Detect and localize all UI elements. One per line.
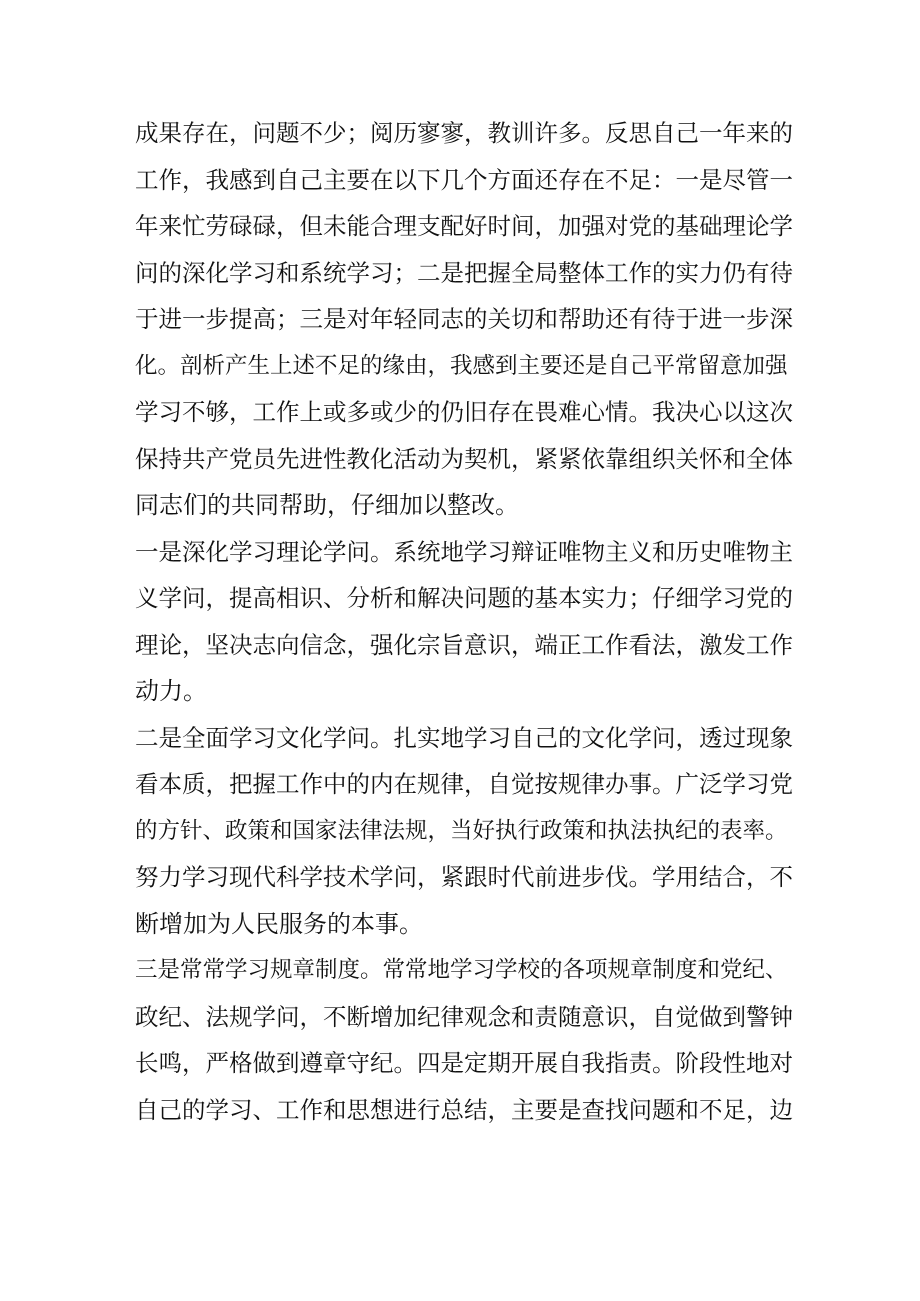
- text-line: 成果存在，问题不少；阅历寥寥，教训许多。反思自己一年来的: [135, 119, 793, 147]
- text-line: 三是常常学习规章制度。常常地学习学校的各项规章制度和党纪、: [135, 957, 788, 983]
- text-line: 化。剖析产生上述不足的缘由，我感到主要还是自己平常留意加强: [135, 352, 788, 379]
- text-line: 年来忙劳碌碌，但未能合理支配好时间，加强对党的基础理论学: [135, 212, 793, 240]
- text-line: 自己的学习、工作和思想进行总结，主要是查找问题和不足，边: [135, 1095, 793, 1124]
- text-line: 长鸣，严格做到遵章守纪。四是定期开展自我指责。阶段性地对: [135, 1049, 793, 1077]
- text-line: 的方针、政策和国家法律法规，当好执行政策和执法执纪的表率。: [135, 817, 788, 844]
- document-body: [135, 110, 795, 1133]
- text-line: 工作，我感到自己主要在以下几个方面还存在不足：一是尽管一: [135, 165, 793, 194]
- text-line: 看本质，把握工作中的内在规律，自觉按规律办事。广泛学习党: [135, 770, 793, 798]
- text-line: 政纪、法规学问，不断增加纪律观念和责随意识，自觉做到警钟: [135, 1002, 793, 1031]
- text-line: 断增加为人民服务的本事。: [135, 909, 423, 938]
- text-line: 一是深化学习理论学问。系统地学习辩证唯物主义和历史唯物主: [135, 537, 793, 566]
- text-line: 保持共产党员先进性教化活动为契机，紧紧依靠组织关怀和全体: [135, 444, 793, 473]
- text-line: 理论，坚决志向信念，强化宗旨意识，端正工作看法，激发工作: [135, 630, 793, 659]
- text-line: 动力。: [135, 677, 207, 705]
- text-line: 努力学习现代科学技术学问，紧跟时代前进步伐。学用结合，不: [135, 863, 793, 891]
- text-line: 二是全面学习文化学问。扎实地学习自己的文化学问，透过现象: [135, 723, 793, 752]
- text-line: 义学问，提高相识、分析和解决问题的基本实力；仔细学习党的: [135, 584, 793, 612]
- text-line: 学习不够，工作上或多或少的仍旧存在畏难心情。我决心以这次: [135, 398, 793, 426]
- text-line: 于进一步提高；三是对年轻同志的关切和帮助还有待于进一步深: [135, 305, 793, 333]
- text-line: 问的深化学习和系统学习；二是把握全局整体工作的实力仍有待: [135, 258, 793, 287]
- text-line: 同志们的共同帮助，仔细加以整改。: [135, 491, 519, 519]
